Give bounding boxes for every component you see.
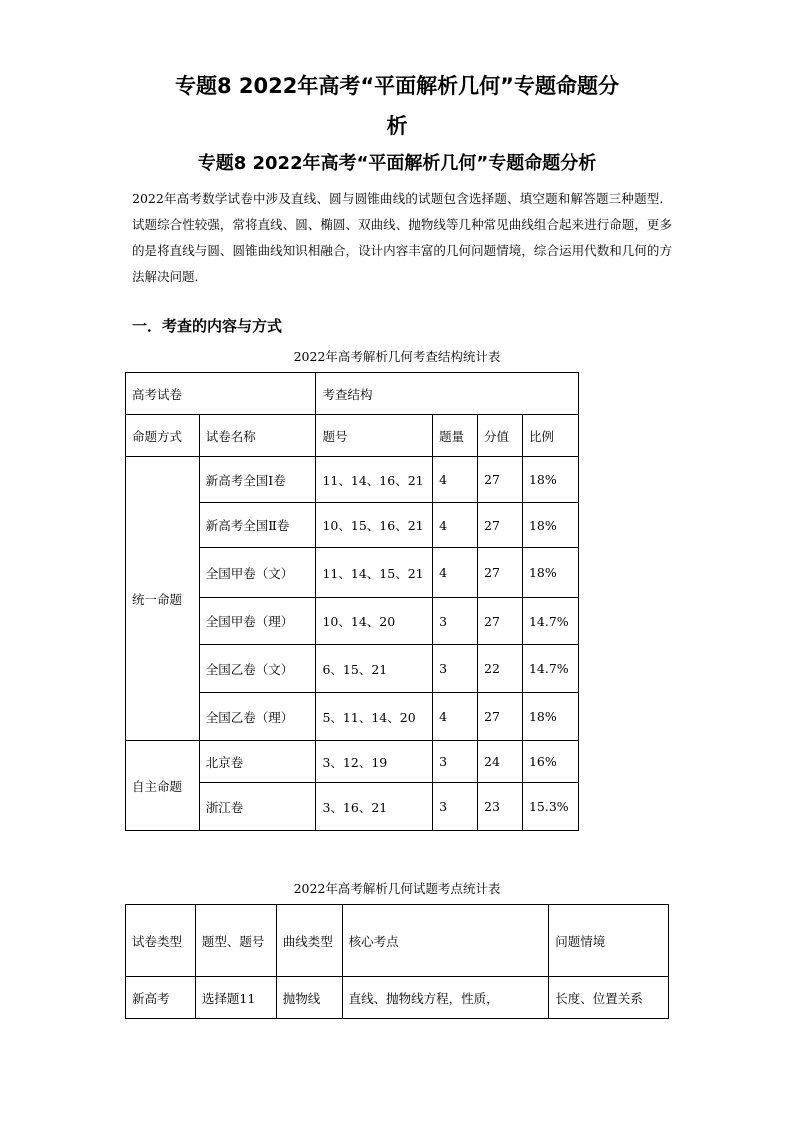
table-row <box>126 457 579 503</box>
table-cell: 4 <box>433 693 478 741</box>
table-header-cell: 分值 <box>478 415 523 457</box>
table-cell: 27 <box>478 548 523 598</box>
table-header-cell: 曲线类型 <box>276 905 342 977</box>
table-cell: 24 <box>478 741 523 783</box>
table1-caption: 2022年高考解析几何考查结构统计表 <box>293 349 501 364</box>
table-header-cell: 题号 <box>316 415 433 457</box>
table-row <box>126 741 579 783</box>
table-header-cell: 命题方式 <box>126 415 200 457</box>
table-row <box>126 415 579 457</box>
table-cell: 4 <box>433 548 478 598</box>
table-header-cell: 问题情境 <box>549 905 669 977</box>
table-cell: 11、14、16、21 <box>316 457 433 503</box>
table-cell: 3、16、21 <box>316 783 433 831</box>
table-cell: 直线、抛物线方程，性质， <box>342 977 549 1019</box>
table-cell: 全国乙卷（理） <box>199 693 316 741</box>
table-header-cell: 比例 <box>522 415 578 457</box>
section-heading: 一．考查的内容与方式 <box>132 317 283 335</box>
document-title <box>0 66 794 146</box>
table-cell: 22 <box>478 645 523 693</box>
table-cell: 抛物线 <box>276 977 342 1019</box>
table-row <box>126 373 579 415</box>
table-cell: 27 <box>478 693 523 741</box>
table-cell: 新高考 <box>126 977 196 1019</box>
table-cell: 16% <box>522 741 578 783</box>
table-cell: 北京卷 <box>199 741 316 783</box>
table-cell: 5、11、14、20 <box>316 693 433 741</box>
table-cell: 新高考全国Ⅱ卷 <box>199 503 316 548</box>
table-cell: 4 <box>433 457 478 503</box>
table-header-cell: 题型、题号 <box>195 905 276 977</box>
table-cell: 10、15、16、21 <box>316 503 433 548</box>
exam-points-table <box>125 904 669 1019</box>
table-header-cell: 试卷类型 <box>126 905 196 977</box>
table-row <box>126 977 669 1019</box>
table-header-cell: 题量 <box>433 415 478 457</box>
table2-caption: 2022年高考解析几何试题考点统计表 <box>293 881 501 896</box>
table-cell: 14.7% <box>522 598 578 645</box>
table-cell: 14.7% <box>522 645 578 693</box>
table-header-cell: 高考试卷 <box>126 373 316 415</box>
table-cell: 15.3% <box>522 783 578 831</box>
mode-cell: 统一命题 <box>126 457 200 741</box>
table-cell: 6、15、21 <box>316 645 433 693</box>
table-cell: 27 <box>478 457 523 503</box>
table-cell: 全国甲卷（理） <box>199 598 316 645</box>
title-line-2: 析 <box>386 114 408 138</box>
table-cell: 全国甲卷（文） <box>199 548 316 598</box>
table-cell: 18% <box>522 503 578 548</box>
table-cell: 新高考全国Ⅰ卷 <box>199 457 316 503</box>
exam-structure-table <box>125 372 579 831</box>
document-subtitle: 专题8 2022年高考“平面解析几何”专题命题分析 <box>197 153 597 174</box>
table-header-cell: 考查结构 <box>316 373 579 415</box>
table-cell: 18% <box>522 548 578 598</box>
table-cell: 18% <box>522 693 578 741</box>
mode-cell: 自主命题 <box>126 741 200 831</box>
table-cell: 3 <box>433 598 478 645</box>
title-line-1: 专题8 2022年高考“平面解析几何”专题命题分 <box>175 74 619 98</box>
table-cell: 3 <box>433 741 478 783</box>
table-cell: 11、14、15、21 <box>316 548 433 598</box>
table-header-cell: 试卷名称 <box>199 415 316 457</box>
table-cell: 3 <box>433 783 478 831</box>
table-cell: 10、14、20 <box>316 598 433 645</box>
table-cell: 27 <box>478 503 523 548</box>
table-cell: 23 <box>478 783 523 831</box>
table-row <box>126 905 669 977</box>
table-cell: 18% <box>522 457 578 503</box>
table-cell: 浙江卷 <box>199 783 316 831</box>
table-cell: 选择题11 <box>195 977 276 1019</box>
table-cell: 长度、位置关系 <box>549 977 669 1019</box>
table-cell: 27 <box>478 598 523 645</box>
table-header-cell: 核心考点 <box>342 905 549 977</box>
intro-paragraph: 2022年高考数学试卷中涉及直线、圆与圆锥曲线的试题包含选择题、填空题和解答题三种题型．试题综合性较强，常将直线、圆、椭圆、双曲线、抛物线等几种常见曲线组合起来进行命题，更多的是将直线与圆、圆锥曲线知识相融合，设计内容丰富的几何问题情境，综合运用代数和几何的方法解决问题． <box>132 191 672 284</box>
table-cell: 4 <box>433 503 478 548</box>
table-cell: 3 <box>433 645 478 693</box>
table-cell: 3、12、19 <box>316 741 433 783</box>
table-cell: 全国乙卷（文） <box>199 645 316 693</box>
